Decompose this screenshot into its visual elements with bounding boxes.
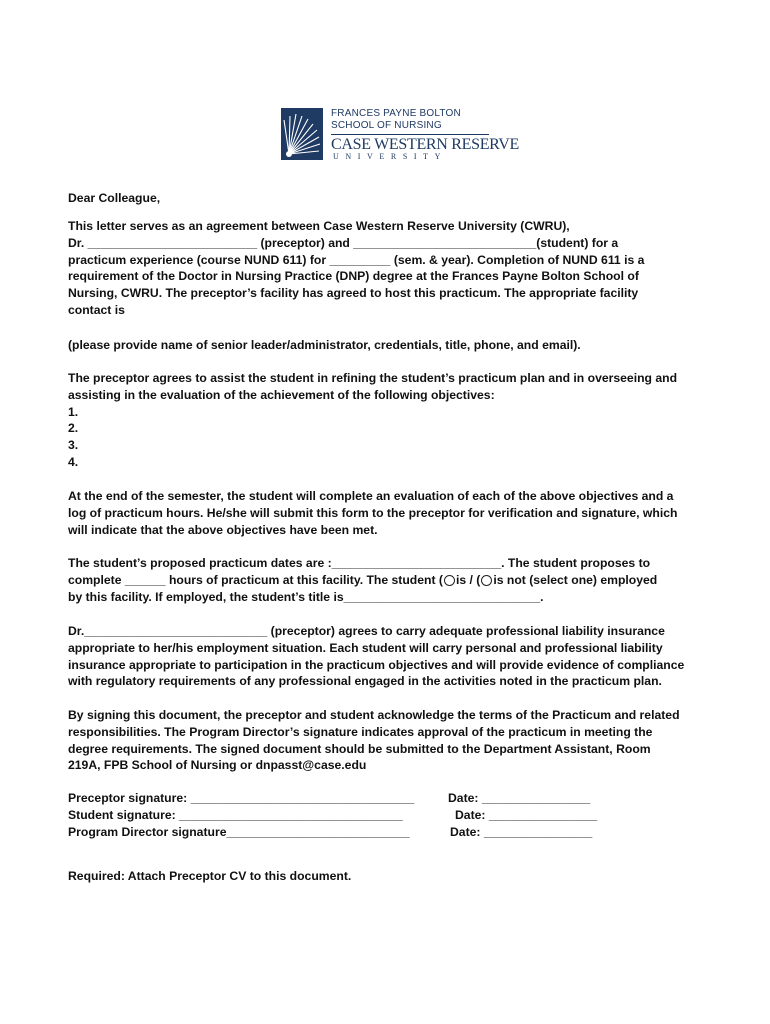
paragraph-line: At the end of the semester, the student will complete an evaluation of each of the above objectives and a [68,489,674,503]
employment-text-a: complete ______ hours of practicum at this facility. The student ( [68,572,443,587]
paragraph-line: By signing this document, the preceptor and student acknowledge the terms of the Practicum and related [68,708,680,722]
paragraph-line: appropriate to her/his employment situation. Each student will carry personal and professional liability [68,640,663,655]
paragraph-line: assisting in the evaluation of the achievement of the following objectives: [68,387,495,402]
logo-wordmark [331,108,461,132]
logo-line-1: FRANCES PAYNE BOLTON [331,108,461,119]
paragraph-line: log of practicum hours. He/she will submit this form to the preceptor for verification and signature, which [68,505,678,520]
preceptor-signature-field[interactable]: Preceptor signature: _________________________________ [68,791,415,805]
paragraph-line: The preceptor agrees to assist the student in refining the student’s practicum plan and in overseeing and [68,371,678,385]
paragraph-line: by this facility. If employed, the student’s title is_____________________________. [68,589,544,604]
paragraph-line: responsibilities. The Program Director’s signature indicates approval of the practicum in meeting the [68,724,653,739]
objective-item-1: 1. [68,404,79,419]
paragraph-evaluation [68,488,708,538]
paragraph-line: contact is [68,302,125,317]
employment-text-b: is / ( [455,572,481,587]
paragraph-agreement [68,218,708,319]
paragraph-line: insurance appropriate to participation in the practicum objectives and will provide evidence of compliance [68,657,685,672]
paragraph-contact-instructions: (please provide name of senior leader/administrator, credentials, title, phone, and email). [68,338,581,352]
required-note: Required: Attach Preceptor CV to this document. [68,869,352,883]
sunburst-icon [281,108,323,160]
preceptor-date-field[interactable]: Date: ________________ [448,791,591,805]
paragraph-dates [68,555,708,605]
not-employed-radio[interactable] [481,575,492,586]
logo-line-2: SCHOOL OF NURSING [331,120,442,131]
logo-line-3: CASE WESTERN RESERVE [331,136,519,153]
paragraph-line: The student’s proposed practicum dates are :_________________________. The student proposes to [68,556,651,570]
paragraph-line: will indicate that the above objectives have been met. [68,522,378,537]
paragraph-line: Dr. _________________________ (preceptor) and ___________________________(student) for a [68,235,619,250]
student-date-field[interactable]: Date: ________________ [455,807,598,822]
employment-text-c: is not (select one) employed [493,572,658,587]
student-signature-field[interactable]: Student signature: _________________________________ [68,807,403,822]
objective-item-3: 3. [68,438,79,453]
salutation: Dear Colleague, [68,191,161,205]
paragraph-line: This letter serves as an agreement between Case Western Reserve University (CWRU), [68,219,570,233]
paragraph-line: degree requirements. The signed document should be submitted to the Department Assistant, Room [68,741,651,756]
paragraph-line: Dr.___________________________ (preceptor) agrees to carry adequate professional liability insurance [68,624,665,638]
director-signature-field[interactable]: Program Director signature___________________________ [68,824,410,839]
signature-block [68,790,708,840]
paragraph-line: practicum experience (course NUND 611) for _________ (sem. & year). Completion of NUND 611 is a [68,252,645,267]
director-signature-row [68,824,708,841]
logo-line-4: UNIVERSITY [333,152,447,161]
paragraph-signing [68,707,708,774]
paragraph-line: with regulatory requirements of any professional engaged in the activities noted in the practicum plan. [68,674,662,689]
paragraph-line: requirement of the Doctor in Nursing Practice (DNP) degree at the Frances Payne Bolton School of [68,269,639,284]
director-date-field[interactable]: Date: ________________ [450,824,593,839]
paragraph-line: Nursing, CWRU. The preceptor’s facility has agreed to host this practicum. The appropriate facility [68,286,639,301]
employed-radio[interactable] [444,575,455,586]
preceptor-signature-row [68,790,708,807]
university-logo [281,108,519,162]
paragraph-line: 219A, FPB School of Nursing or dnpasst@case.edu [68,758,367,773]
student-signature-row [68,807,708,824]
objective-item-4: 4. [68,454,79,469]
paragraph-insurance [68,623,708,690]
logo-emblem [281,108,323,160]
logo-divider [331,134,489,135]
paragraph-objectives [68,370,708,471]
paragraph-line [68,572,708,589]
objective-item-2: 2. [68,421,79,436]
